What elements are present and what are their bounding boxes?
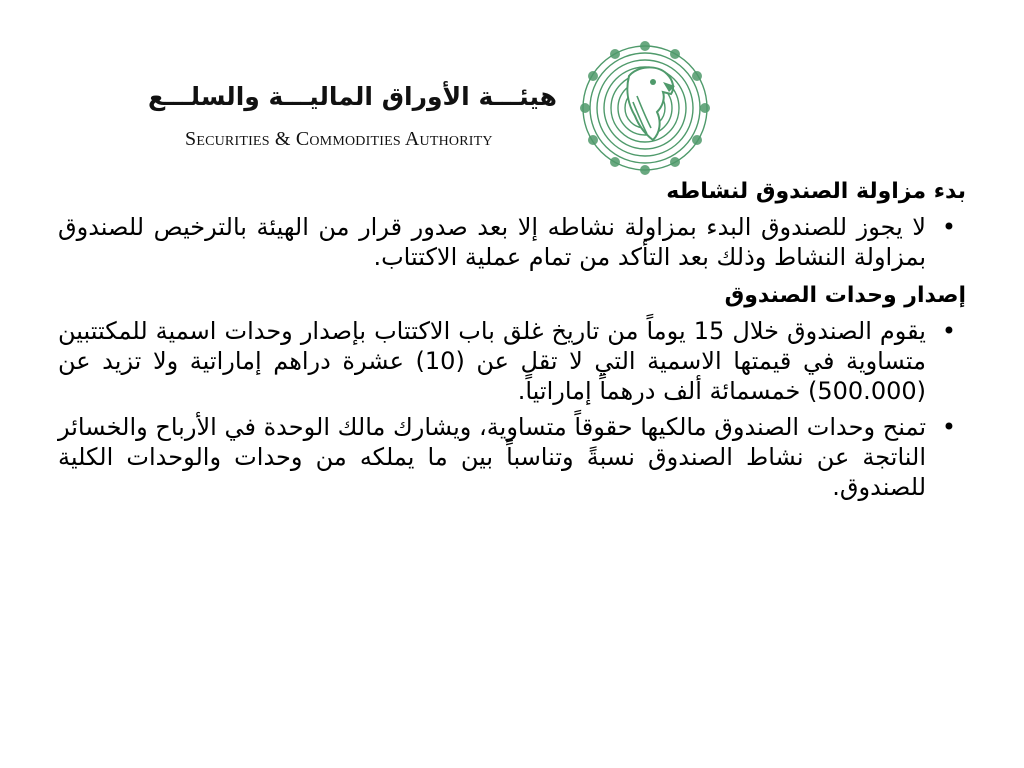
bullet-icon: •	[941, 413, 956, 441]
logo-arabic-name: هيئـــة الأوراق الماليـــة والسلـــع	[147, 82, 557, 111]
bullet-text: تمنح وحدات الصندوق مالكيها حقوقاً متساوية، ويشارك مالك الوحدة في الأرباح والخسائر الناتجة عن نشاط الصندوق نسبةً وتناسباً بين ما يملكه من وحدات والوحدات الكلية للصندوق.	[58, 413, 926, 501]
bullet-text: لا يجوز للصندوق البدء بمزاولة نشاطه إلا بعد صدور قرار من الهيئة بالترخيص للصندوق بمزاولة النشاط وذلك بعد التأكد من تمام عملية الاكتتاب.	[58, 213, 926, 271]
list-item	[58, 412, 966, 502]
falcon-emblem-icon	[575, 36, 715, 176]
bullet-text: يقوم الصندوق خلال 15 يوماً من تاريخ غلق باب الاكتتاب بإصدار وحدات اسمية للمكتتبين متساوية في قيمتها الاسمية التي لا تقل عن (10) عشرة دراهم إماراتية ولا تزيد عن (500.000) خمسمائة ألف درهماً إماراتياً.	[58, 317, 926, 405]
bullet-icon: •	[941, 213, 956, 241]
bullet-list-fund-units	[58, 316, 966, 502]
slide-header	[0, 0, 1024, 180]
slide-content	[58, 174, 966, 508]
bullet-icon: •	[941, 317, 956, 345]
section-heading-fund-units: إصدار وحدات الصندوق	[724, 283, 966, 308]
section-heading-fund-start: بدء مزاولة الصندوق لنشاطه	[666, 179, 966, 204]
bullet-list-fund-start	[58, 212, 966, 272]
logo-english-name: Securities & Commodities Authority	[185, 128, 493, 150]
list-item	[58, 212, 966, 272]
list-item	[58, 316, 966, 406]
